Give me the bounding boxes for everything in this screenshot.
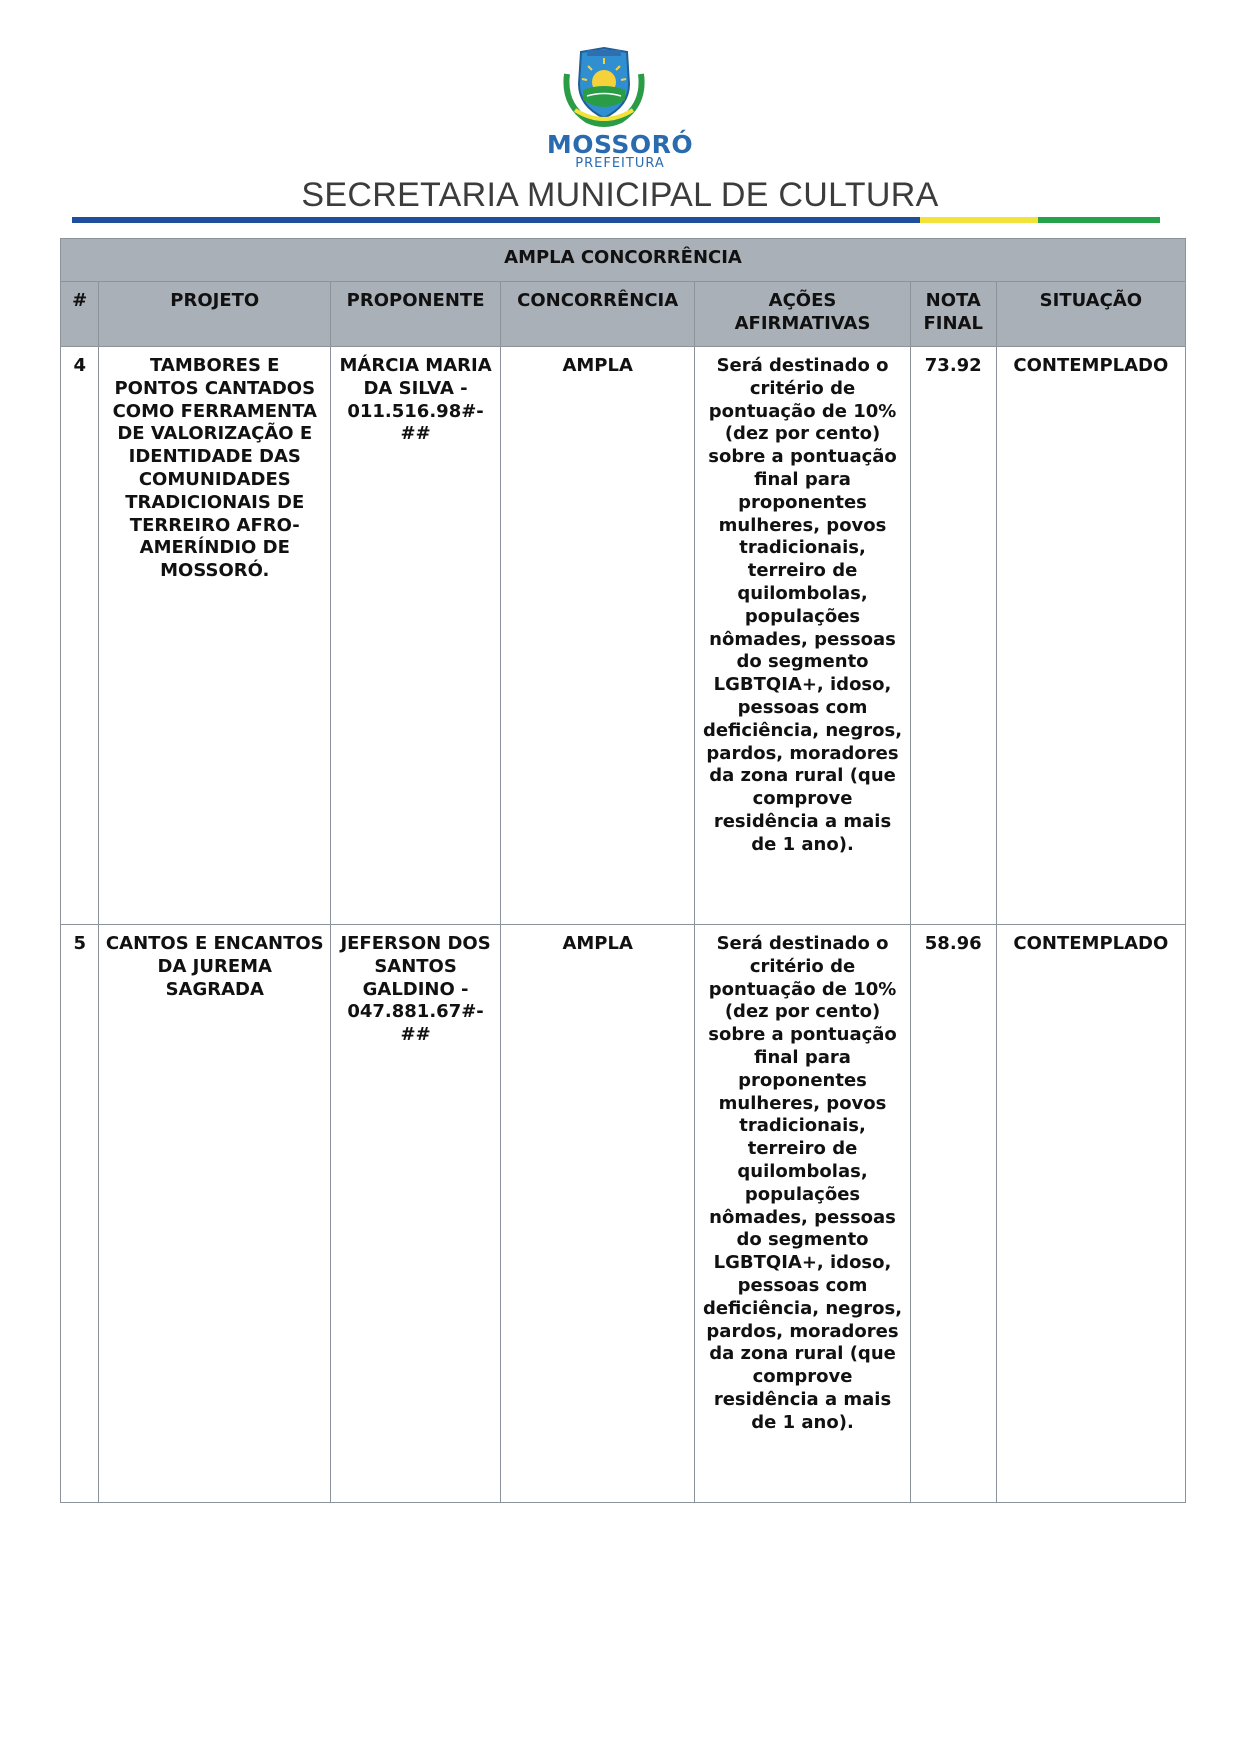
column-header-proponente: PROPONENTE	[331, 282, 501, 347]
column-header-number: #	[61, 282, 99, 347]
table-title: AMPLA CONCORRÊNCIA	[61, 239, 1186, 282]
table-row	[61, 925, 1186, 1503]
secretaria-title: SECRETARIA MUNICIPAL DE CULTURA	[301, 176, 939, 214]
column-header-concorrencia: CONCORRÊNCIA	[501, 282, 695, 347]
table-header-row	[61, 282, 1186, 347]
column-header-nota-final: NOTA FINAL	[910, 282, 996, 347]
row-nota-final: 58.96	[910, 925, 996, 1503]
column-header-situacao: SITUAÇÃO	[996, 282, 1185, 347]
document-header	[0, 0, 1240, 230]
header-rule-yellow	[920, 217, 1038, 223]
row-proponente: JEFERSON DOS SANTOS GALDINO - 047.881.67#-##	[331, 925, 501, 1503]
row-projeto: TAMBORES E PONTOS CANTADOS COMO FERRAMENTA DE VALORIZAÇÃO E IDENTIDADE DAS COMUNIDADES TRADICIONAIS DE TERREIRO AFRO-AMERÍNDIO DE MOSSORÓ.	[99, 347, 331, 925]
header-rule-blue	[72, 217, 920, 223]
brand-name: MOSSORÓ	[546, 130, 694, 159]
row-projeto: CANTOS E ENCANTOS DA JUREMA SAGRADA	[99, 925, 331, 1503]
results-table	[60, 238, 1186, 1503]
column-header-projeto: PROJETO	[99, 282, 331, 347]
row-concorrencia: AMPLA	[501, 347, 695, 925]
row-proponente: MÁRCIA MARIA DA SILVA - 011.516.98#-##	[331, 347, 501, 925]
row-acoes-afirmativas: Será destinado o critério de pontuação de 10% (dez por cento) sobre a pontuação final para proponentes mulheres, povos tradicionais, terreiro de quilombolas, populações nômades, pessoas do segmento LGBTQIA+, idoso, pessoas com deficiência, negros, pardos, moradores da zona rural (que comprove residência a mais de 1 ano).	[695, 347, 910, 925]
brand-subtitle: PREFEITURA	[575, 156, 665, 171]
column-header-acoes-afirmativas: AÇÕES AFIRMATIVAS	[695, 282, 910, 347]
row-nota-final: 73.92	[910, 347, 996, 925]
header-rule-green	[1038, 217, 1160, 223]
table-title-row	[61, 239, 1186, 282]
row-situacao: CONTEMPLADO	[996, 347, 1185, 925]
row-acoes-afirmativas: Será destinado o critério de pontuação de 10% (dez por cento) sobre a pontuação final para proponentes mulheres, povos tradicionais, terreiro de quilombolas, populações nômades, pessoas do segmento LGBTQIA+, idoso, pessoas com deficiência, negros, pardos, moradores da zona rural (que comprove residência a mais de 1 ano).	[695, 925, 910, 1503]
row-situacao: CONTEMPLADO	[996, 925, 1185, 1503]
row-number: 4	[61, 347, 99, 925]
row-number: 5	[61, 925, 99, 1503]
row-concorrencia: AMPLA	[501, 925, 695, 1503]
table-row	[61, 347, 1186, 925]
mossoro-coat-of-arms-logo	[557, 44, 651, 130]
